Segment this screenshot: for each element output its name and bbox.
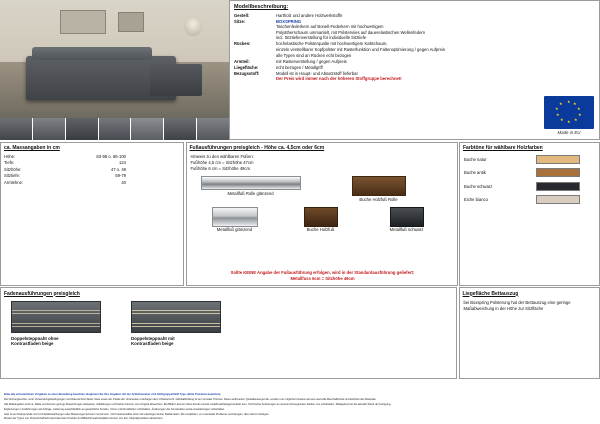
wood-color-swatch [536, 168, 580, 177]
feet-option[interactable] [278, 207, 364, 232]
top-section [0, 0, 600, 140]
spec-label: Sitze: [234, 18, 246, 24]
wood-color-item[interactable] [464, 195, 595, 204]
wood-color-swatch [536, 182, 580, 191]
spec-line: mit Rasterverstellung / gegen Aufpreis [276, 58, 347, 64]
measurement-value: 47 o. 49 [110, 166, 126, 172]
thread-options-list [1, 298, 456, 347]
footer-paragraph: Holz ist ein Naturprodukt und mit Farbabweichungen oder Maserungen können normal sein, nicht beanstandbar sind und unterliegen keiner Reklamation. Wir empfehlen, um eventuelle Probleme vorzubeugen, dies statt zu befolgen. [4, 412, 270, 416]
spec-row-ruecken [234, 41, 595, 58]
wall-picture-1 [60, 10, 106, 34]
spec-line: alle Typen sind an Rücken echt bezogen [276, 52, 352, 58]
spec-line: Polyätherschaum ummantelt, mit Polsterviies auf dauerelastischen Wellenfedern [276, 29, 426, 35]
feet-option-label: Buche Holzfuß Rolle [359, 197, 398, 203]
thread-option[interactable] [131, 301, 227, 347]
footer-paragraph: Ergänzungen / Ausführungen auf Anfrage. Lieferung ausschließlich an gewerbliche Kunden. Irrtum und Druckfehler vorbehalten. Änderungen der Konstruktion sowie Ausstattungen vorbehalten. [4, 407, 225, 411]
measurement-row [4, 180, 180, 187]
thread-options-title: Fadenausführungen preisgleich [4, 290, 80, 297]
feet-default-line-2: Metallfuss 6cm = Sitzhöhe 49cm [290, 275, 355, 281]
thumbnail [99, 118, 131, 140]
wood-color-item[interactable] [464, 168, 595, 177]
metal-roller-foot-image [201, 176, 301, 190]
footer-heading: Bitte alle erforderlichen Vorgaben zu einer Bestellung beachten. Beginnen Sie Ihre Angaben mit der Artikelnummer und Stoffgruppe/Stoff Type. (Bitte Preisliste beachten) [4, 393, 221, 397]
feet-note-line: Fußhöhe 4,5 cm = Sitzhöhe 47cm [190, 159, 254, 165]
thread-sample-image-contrast [131, 301, 221, 333]
spec-value [276, 59, 595, 65]
thread-option-label [11, 336, 107, 348]
spec-value [276, 71, 595, 82]
wood-color-label: Buche antik [464, 170, 486, 175]
feet-default-note [187, 270, 459, 282]
feet-option[interactable] [364, 207, 450, 232]
measurement-label: Tiefe: [4, 160, 15, 165]
spec-line: incl. Sitztiefenverstellung für individuelle Sitztiefe [276, 35, 367, 41]
model-description-title: Modellbeschreibung: [234, 4, 289, 10]
wood-colors-panel [459, 142, 600, 286]
spec-row-liegeflaeche [234, 65, 595, 71]
spec-row-gestell [234, 13, 595, 19]
bed-extension-text: bei Boxspring Polsterung hat der Bettauszug eine geringe Maßabweichung in der Höhe zur Sitzfläche [463, 300, 571, 312]
wood-color-swatch [536, 155, 580, 164]
room-photo [0, 0, 229, 118]
photo-thumbnail-strip [0, 118, 229, 140]
measurement-value: 59-79 [115, 173, 126, 178]
measurement-label: Sitzhöhe: [4, 166, 22, 172]
measurement-label: Höhe: [4, 153, 16, 159]
thread-options-panel [0, 287, 457, 379]
feet-option-label: Metallfuß glänzend [216, 227, 253, 233]
wood-color-item[interactable] [464, 182, 595, 191]
thread-option-line-1: Doppelsteppnaht mit [131, 335, 175, 341]
feet-option[interactable] [320, 176, 438, 203]
feet-option-label: Metallfuß schwarz [389, 227, 424, 233]
footer-paragraph: Alle Maßangaben sind ca. Maße und können geringe Abweichungen aufweisen. Abbildungen und Farben können vom Original abweichen. Bei Bildern können Sitze bereits einmal modellunabhängig bestückt sein. Technische Änderungen an unseren Erzeugnissen bleiben uns vorbehalten. Maßgebend ist die aktuelle Stand der Fertigung. [4, 403, 392, 406]
thread-option-line-1: Doppelsteppnaht ohne [11, 335, 59, 341]
thumbnail [131, 118, 163, 140]
wood-color-label: Buche natur [464, 156, 487, 162]
footer-paragraph: Die Nutzungsrechte, unter Verwendungsbedingungen und Datenschutz dieser Seite sowie der Inhalte der Unterseiten unterliegen dem Urheberrecht. Fabrikabbildung ist ein normaler Prozess. Diese stellt keinen Qualitätsmangel dar, sondern ein möglicher Hinweis auf eine wertvolle Beschaffenheit und Echtheit des Materials. [4, 398, 377, 402]
measurement-value: 83-98 o. 85-100 [96, 153, 126, 159]
floor-lamp-icon [184, 16, 202, 36]
bed-extension-title: Liegefläche Bettauszug [462, 290, 519, 297]
feet-option[interactable] [192, 207, 278, 232]
measurement-label: Sitztiefe: [4, 173, 21, 178]
feet-default-line-1: Sollte KEINE Angabe der Fußausführung erfolgen, wird in der Standardausführung geliefert: [230, 269, 415, 275]
spec-value [276, 13, 595, 19]
spec-label: Liegefläche: [234, 64, 259, 70]
spec-row-bezugsstoff [234, 71, 595, 82]
feet-option[interactable] [192, 176, 310, 203]
feet-note [187, 153, 457, 172]
thread-option-line-2: Kontrastfaden beige [131, 341, 174, 347]
thread-option[interactable] [11, 301, 107, 347]
spec-value [276, 65, 595, 71]
feet-option-label: Metallfuß Rolle glänzend [227, 191, 274, 197]
spec-line-warning: Der Preis wird immer nach der höheren Stoffgruppe berechnet! [276, 76, 402, 82]
spec-value [276, 41, 595, 58]
measurements-title: ca. Massangaben in cm [4, 145, 60, 151]
spec-row-sitze [234, 19, 595, 41]
spec-line: Taschenfederkern auf Bonell-Federkern mit hochwertigem [276, 24, 384, 30]
thumbnail [164, 118, 196, 140]
feet-options-panel [186, 142, 458, 286]
sofa-chaise [150, 64, 202, 96]
measurements-list [1, 153, 183, 187]
footer-paragraph: Muster der Typen von Preisschritt/Fachmerkmale beim Produkt und Bildschirmarbeitsplätze können von den Originalprodukten abweichen. [4, 417, 164, 421]
middle-section [0, 142, 600, 286]
measurements-panel [0, 142, 184, 286]
thread-option-label [131, 336, 227, 348]
thread-sample-image-plain [11, 301, 101, 333]
spec-label: Bezugsstoff: [234, 70, 260, 76]
wall-picture-2 [118, 12, 144, 32]
thumbnail [0, 118, 32, 140]
spec-label: Armteil: [234, 58, 250, 64]
wood-color-swatch [536, 195, 580, 204]
metal-black-foot-image [390, 207, 424, 227]
metal-glossy-foot-image [212, 207, 258, 227]
feet-options-row-top [187, 172, 457, 203]
beech-foot-image [304, 207, 338, 227]
measurement-label: Armlehne: [4, 179, 24, 185]
thumbnail [66, 118, 98, 140]
thumbnail [33, 118, 65, 140]
spec-value [276, 19, 595, 41]
wood-colors-list [460, 153, 599, 205]
wood-color-item[interactable] [464, 155, 595, 164]
eu-flag-icon: ★ ★ ★ ★ ★ ★ ★ ★ ★ ★ [544, 96, 594, 129]
spec-line: echt bezogen / Metallgriff [276, 64, 323, 70]
feet-note-line: Fußhöhe 6 cm = Sitzhöhe 49cm [190, 165, 250, 171]
thread-option-line-2: Kontrastfaden beige [11, 341, 54, 347]
feet-note-line: Hinweis zu den wählbaren Füßen: [190, 153, 254, 159]
feet-options-row-bottom [187, 202, 457, 232]
made-in-eu-caption: Made in EU [557, 130, 581, 135]
model-description-panel [229, 0, 600, 140]
measurement-value: 40 [121, 179, 126, 185]
spec-line-highlight: BOXSPRING [276, 18, 302, 24]
product-photo-collage [0, 0, 229, 140]
feet-options-title: Fußausführungen preisgleich - Höhe ca. 4,5cm oder 6cm [189, 145, 325, 151]
wood-color-label: Buche schwarz [464, 183, 493, 189]
spec-line: hochelastische Polsterqualte mit hochwertigem Kaltschaum, [276, 41, 388, 47]
spec-row-armteil [234, 59, 595, 65]
wood-color-label: Eiche bianco [464, 197, 488, 202]
spec-line: Modell ist in Haupt- und Absatzstoff lieferbar [276, 70, 358, 76]
spec-label: Gestell: [234, 12, 250, 18]
made-in-eu-badge [544, 96, 594, 135]
wood-colors-title: Farbtöne für wählbare Holzfarben [463, 145, 543, 151]
beech-roller-foot-image [352, 176, 406, 196]
legal-footer [0, 390, 600, 424]
thumbnail [197, 118, 229, 140]
spec-label: Rücken: [234, 41, 251, 47]
spec-line: Hartholz und andere Holzwerkstoffe [276, 12, 343, 18]
spec-line: einzeln verstellbarer Kopfpolster mit Rasterfunktion und Faltenoptimierung / gegen Aufpreis [276, 46, 445, 52]
lower-section [0, 287, 600, 379]
measurement-value: 124 [119, 160, 126, 165]
feet-option-label: Buche Holzfuß [306, 227, 335, 233]
bed-extension-panel [459, 287, 600, 379]
